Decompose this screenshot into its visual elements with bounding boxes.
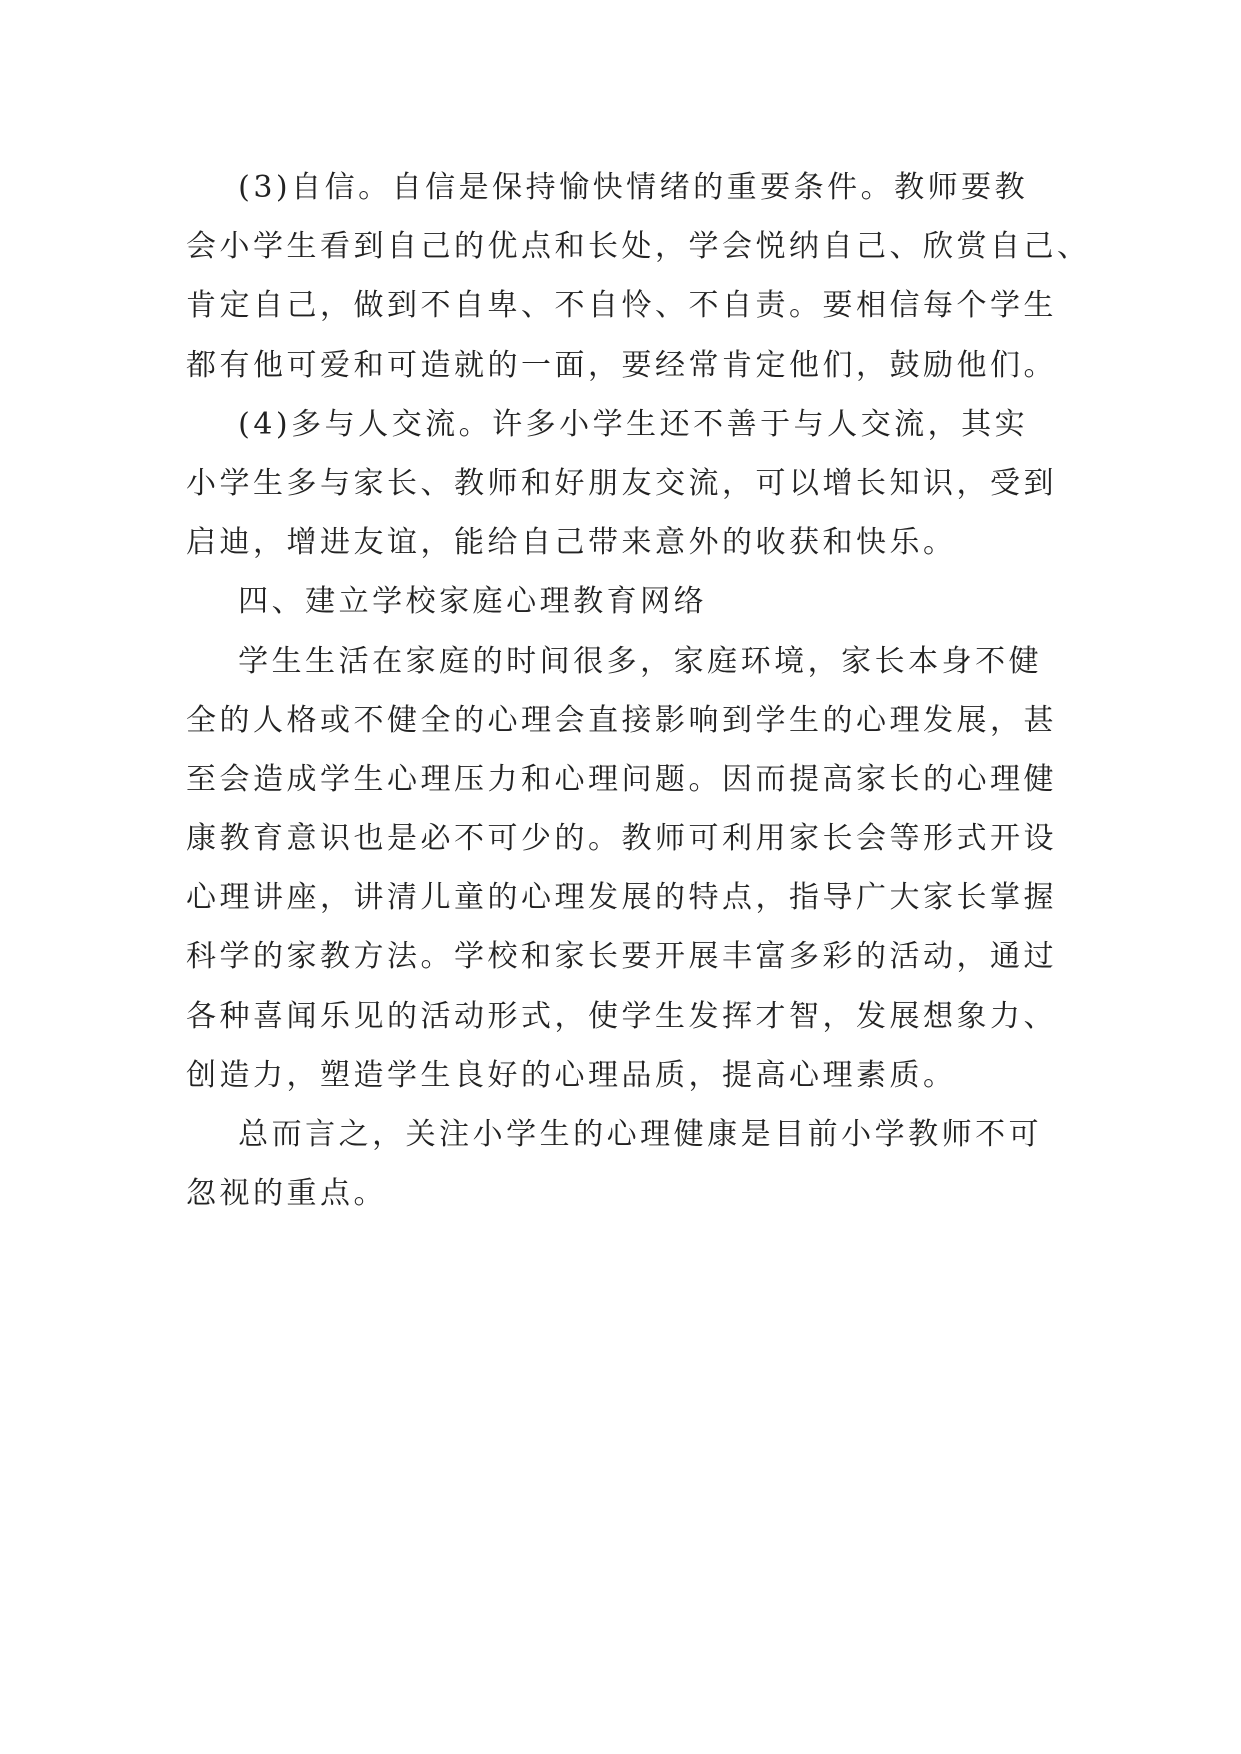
text-line: 小学生多与家长、教师和好朋友交流，可以增长知识，受到 xyxy=(186,465,1057,501)
text-line: 都有他可爱和可造就的一面，要经常肯定他们，鼓励他们。 xyxy=(186,347,1057,383)
body-text xyxy=(186,158,1091,1223)
text-line: (4)多与人交流。许多小学生还不善于与人交流，其实 xyxy=(186,406,1029,442)
section-heading: 四、建立学校家庭心理教育网络 xyxy=(186,584,708,620)
text-line: 肯定自己，做到不自卑、不自怜、不自责。要相信每个学生 xyxy=(186,288,1057,324)
text-line: 总而言之，关注小学生的心理健康是目前小学教师不可 xyxy=(186,1117,1043,1152)
text-line: 全的人格或不健全的心理会直接影响到学生的心理发展，甚 xyxy=(186,702,1057,738)
text-line: 科学的家教方法。学校和家长要开展丰富多彩的活动，通过 xyxy=(186,939,1057,975)
text-line: (3)自信。自信是保持愉快情绪的重要条件。教师要教 xyxy=(186,170,1029,205)
text-line: 至会造成学生心理压力和心理问题。因而提高家长的心理健 xyxy=(186,761,1057,797)
text-line: 各种喜闻乐见的活动形式，使学生发挥才智，发展想象力、 xyxy=(186,998,1057,1034)
text-line: 学生生活在家庭的时间很多，家庭环境，家长本身不健 xyxy=(186,643,1043,679)
text-line: 康教育意识也是必不可少的。教师可利用家长会等形式开设 xyxy=(186,821,1057,857)
text-line: 会小学生看到自己的优点和长处，学会悦纳自己、欣赏自己、 xyxy=(186,229,1091,265)
text-line: 创造力，塑造学生良好的心理品质，提高心理素质。 xyxy=(186,1057,957,1093)
text-line: 忽视的重点。 xyxy=(186,1176,387,1212)
text-line: 心理讲座，讲清儿童的心理发展的特点，指导广大家长掌握 xyxy=(186,880,1057,916)
text-line: 启迪，增进友谊，能给自己带来意外的收获和快乐。 xyxy=(186,525,957,561)
